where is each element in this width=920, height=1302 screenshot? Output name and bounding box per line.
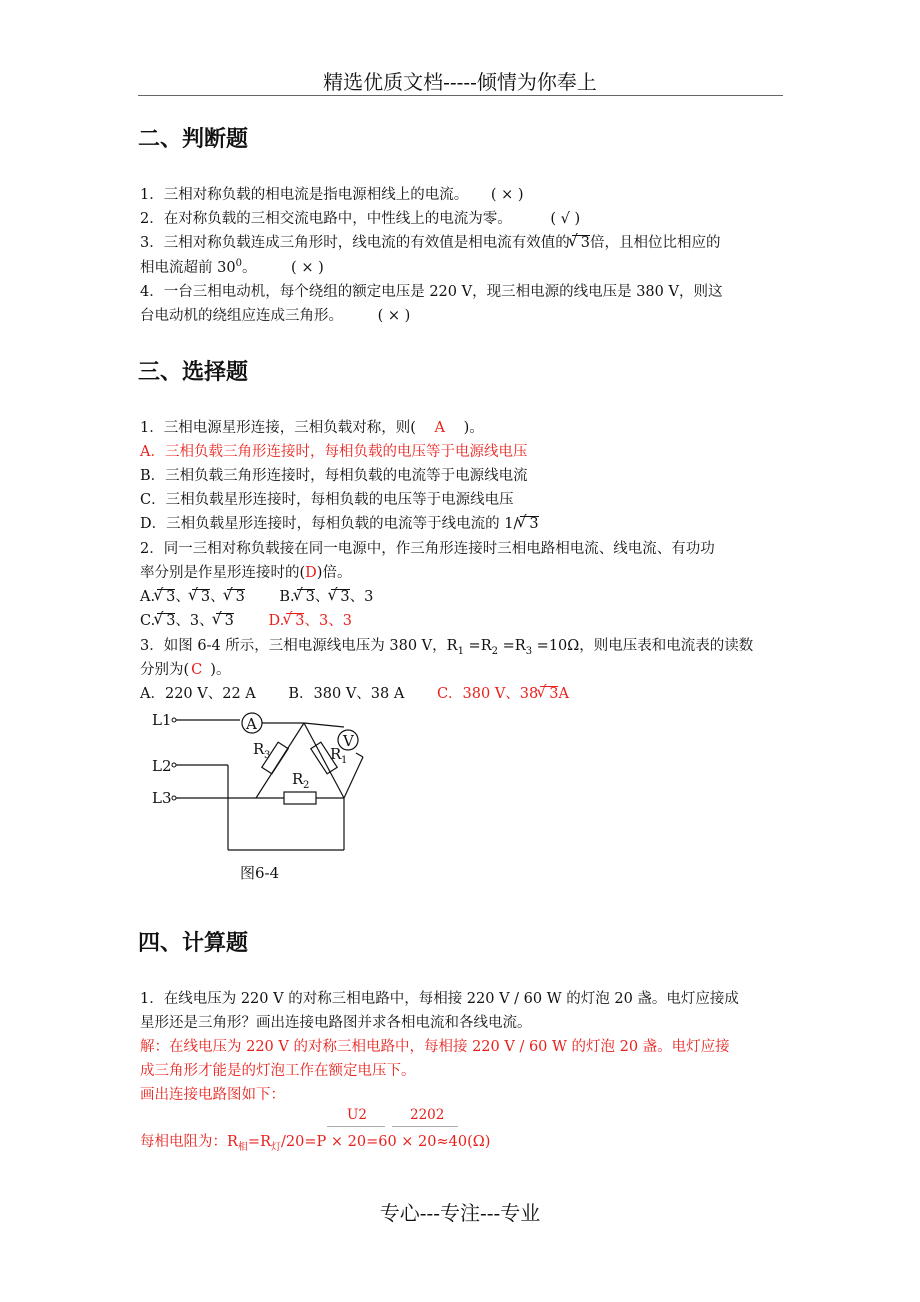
separator: 、 — [304, 613, 319, 629]
judge-q2 — [140, 207, 580, 228]
resistor-r2-label: R — [292, 770, 304, 788]
header-divider — [138, 95, 783, 96]
judge-q3-end: 。 — [241, 260, 257, 276]
choice-q1-option-b: B．三相负载三角形连接时，每相负载的电流等于电源线电流 — [140, 468, 528, 484]
judge-q4-line2-text: 台电动机的绕组应连成三角形。 — [140, 308, 343, 324]
calc-formula — [140, 1130, 490, 1153]
ammeter-label: A — [246, 715, 257, 733]
label-l1: L1 — [152, 711, 172, 729]
formula-part-b: =R — [247, 1134, 271, 1150]
separator: 、 — [210, 589, 225, 605]
sqrt3-symbol: √ 3 — [227, 589, 245, 605]
choice-q3-option-c-b: A — [558, 686, 569, 702]
fraction2-numerator: 2202 — [410, 1107, 445, 1123]
three: 3 — [189, 613, 200, 629]
resistor-r3-label: R — [253, 740, 265, 758]
judge-q3-line1 — [140, 231, 720, 252]
choice-q1-option-d-text: D．三相负载星形连接时，每相负载的电流等于线电流的 1/ — [140, 516, 519, 532]
sub-1: 1 — [457, 645, 464, 657]
resistor-r1-label: R — [330, 745, 342, 763]
choice-q2-d-prefix: D. — [268, 613, 285, 629]
sqrt3-symbol: √ 3 — [297, 589, 315, 605]
formula-part-d: P × 20=60 × 20≈40(Ω) — [316, 1134, 491, 1150]
choice-q2-line2 — [140, 561, 351, 582]
choice-q1-option-d — [140, 512, 539, 533]
calc-solution-line2: 成三角形才能是的灯泡工作在额定电压下。 — [140, 1063, 416, 1079]
choice-q1-option-a: A．三相负载三角形连接时，每相负载的电压等于电源线电压 — [140, 444, 528, 460]
sqrt3-symbol: √ 3 — [157, 613, 175, 629]
judge-q1-text: 1．三相对称负载的相电流是指电源相线上的电流。 — [140, 187, 469, 203]
wire-voltmeter-side — [356, 753, 363, 757]
label-l2: L2 — [152, 757, 172, 775]
choice-q3-line2 — [140, 658, 230, 679]
calc-q1-line2: 星形还是三角形？画出连接电路图并求各相电流和各线电流。 — [140, 1015, 532, 1031]
judge-q3-line2 — [140, 256, 324, 277]
page-header: 精选优质文档-----倾情为你奉上 — [323, 70, 597, 94]
choice-q1-option-c: C．三相负载星形连接时，每相负载的电压等于电源线电压 — [140, 492, 514, 508]
resistor-r3-sub: 3 — [264, 750, 271, 761]
formula-part-c: /20= — [281, 1134, 317, 1150]
separator: 、 — [349, 589, 365, 605]
separator: 、 — [199, 613, 214, 629]
sub-3: 3 — [525, 645, 533, 657]
choice-q3-line1-d: =10Ω，则电压表和电流表的读数 — [532, 638, 754, 654]
three: 3 — [342, 613, 352, 629]
choice-q1 — [140, 416, 484, 437]
sub-2: 2 — [491, 645, 499, 657]
calc-solution-line1: 解：在线电压为 220 V 的对称三相电路中，每相接 220 V / 60 W 的灯泡 20 盏。电灯应接 — [140, 1039, 730, 1055]
fraction2-bar — [392, 1126, 458, 1127]
judge-q2-text: 2．在对称负载的三相交流电路中，中性线上的电流为零。 — [140, 211, 512, 227]
choice-q3-option-a: A．220 V、22 A — [140, 686, 256, 702]
separator: 、 — [175, 613, 190, 629]
choice-q3-options — [140, 682, 569, 703]
judge-q4-line1: 4．一台三相电动机，每个绕组的额定电压是 220 V，现三相电源的线电压是 380 V，则这 — [140, 284, 723, 300]
judge-q1 — [140, 183, 524, 204]
judge-q4-mark: ( × ) — [377, 308, 411, 324]
degree-sup: 0 — [235, 258, 242, 270]
sqrt3-symbol: √ 3 — [157, 589, 175, 605]
separator: 、 — [175, 589, 190, 605]
section-title-choice: 三、选择题 — [138, 360, 249, 385]
resistor-r2 — [284, 792, 316, 804]
choice-q3-line1-a: 3．如图 6-4 所示，三相电源线电压为 380 V，R — [140, 638, 458, 654]
choice-q2-line1: 2．同一三相对称负载接在同一电源中，作三角形连接时三相电路相电流、线电流、有功功 — [140, 541, 715, 557]
choice-q2-answer: D — [305, 565, 317, 581]
choice-q2-b-prefix: B. — [279, 589, 295, 605]
choice-q3-option-b: B．380 V、38 A — [288, 686, 405, 702]
section-title-judge: 二、判断题 — [138, 127, 249, 152]
judge-q2-mark: ( √ ) — [550, 211, 581, 227]
terminal-l2 — [172, 763, 176, 767]
judge-q3-text-a: 3．三相对称负载连成三角形时，线电流的有效值是相电流有效值的 — [140, 235, 570, 251]
fraction1-numerator: U2 — [347, 1107, 367, 1123]
voltmeter-label: V — [343, 732, 354, 750]
choice-q2-a-prefix: A. — [140, 589, 156, 605]
choice-q2-c-prefix: C. — [140, 613, 156, 629]
choice-q1-end: )。 — [463, 420, 484, 436]
choice-q2-options-ab — [140, 585, 373, 606]
sqrt3-symbol: √ 3 — [572, 235, 590, 251]
section-title-calc: 四、计算题 — [138, 931, 249, 956]
terminal-l1 — [172, 718, 176, 722]
sqrt3-symbol: √ 3 — [331, 589, 349, 605]
choice-q1-answer: A — [434, 420, 445, 436]
choice-q2-line2-b: )倍。 — [316, 565, 352, 581]
label-l3: L3 — [152, 789, 172, 807]
circuit-diagram-fig-6-4 — [148, 705, 378, 890]
calc-q1-line1: 1．在线电压为 220 V 的对称三相电路中，每相接 220 V / 60 W 的灯泡 20 盏。电灯应接成 — [140, 991, 739, 1007]
sqrt3-symbol: √ 3 — [192, 589, 210, 605]
resistor-r1-sub: 1 — [341, 755, 348, 766]
sqrt3-symbol: √ 3 — [286, 613, 304, 629]
choice-q2-options-cd — [140, 609, 352, 630]
three: 3 — [318, 613, 329, 629]
choice-q1-text: 1．三相电源星形连接，三相负载对称，则( — [140, 420, 416, 436]
calc-solution-line3: 画出连接电路图如下： — [140, 1087, 285, 1103]
choice-q3-option-c-a: C．380 V、38 — [436, 686, 539, 702]
separator: 、 — [314, 589, 330, 605]
three: 3 — [364, 589, 374, 605]
judge-q4-line2 — [140, 304, 410, 325]
figure-caption: 图6-4 — [240, 864, 280, 882]
judge-q3-text-b: 倍，且相位比相应的 — [589, 235, 721, 251]
formula-sub-lamp: 灯 — [271, 1141, 281, 1153]
sqrt3-symbol: √ 3 — [216, 613, 234, 629]
choice-q3-line2-b: )。 — [210, 662, 231, 678]
sqrt3-symbol: √ 3 — [540, 686, 558, 702]
judge-q3-line2-text: 相电流超前 30 — [140, 260, 236, 276]
formula-sub-phase: 相 — [237, 1141, 248, 1153]
resistor-r2-sub: 2 — [303, 780, 310, 791]
choice-q3-answer: C — [191, 662, 203, 678]
choice-q3-line1-c: =R — [498, 638, 526, 654]
choice-q3-line2-a: 分别为( — [140, 662, 190, 678]
choice-q2-line2-a: 率分别是作星形连接时的( — [140, 565, 306, 581]
sqrt3-symbol: √ 3 — [520, 516, 538, 532]
choice-q3-line1 — [140, 634, 753, 657]
page-footer: 专心---专注---专业 — [379, 1201, 541, 1225]
separator: 、 — [328, 613, 343, 629]
judge-q1-mark: ( × ) — [490, 187, 524, 203]
judge-q3-mark: ( × ) — [291, 260, 324, 276]
terminal-l3 — [172, 796, 176, 800]
fraction1-bar — [327, 1126, 385, 1127]
choice-q3-line1-b: =R — [463, 638, 492, 654]
wire-voltmeter-top — [304, 723, 344, 727]
formula-part-a: 每相电阻为：R — [140, 1134, 238, 1150]
